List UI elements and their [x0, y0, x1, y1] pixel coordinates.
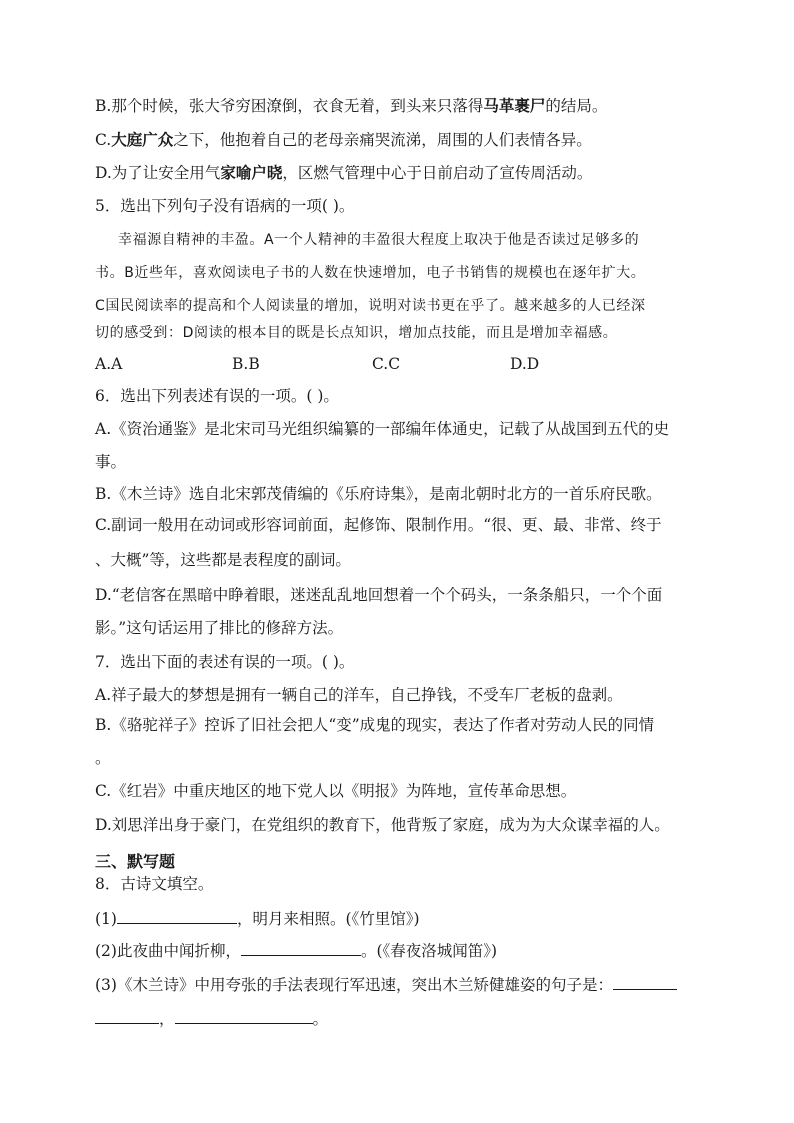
q6-option-c-cont: 、大概”等，这些都是表程度的副词。	[95, 551, 351, 569]
answer-blank[interactable]	[613, 974, 677, 990]
q5-option-c: C.C	[372, 355, 401, 373]
idiom-bold: 马革裹尸	[483, 96, 546, 115]
section-heading: 三、默写题	[95, 852, 176, 871]
q5-option-b: B.B	[232, 355, 260, 373]
q7-option-d: D.刘思洋出身于豪门，在党组织的教育下，他背叛了家庭，成为为大众谋幸福的人。	[95, 816, 670, 834]
q5-option-a: A.A	[95, 355, 123, 373]
q6-option-a-cont: 事。	[95, 453, 127, 471]
question-8: 8．古诗文填空。	[95, 875, 214, 893]
q4-option-c	[95, 130, 592, 150]
answer-blank[interactable]	[241, 940, 361, 956]
q8-item-2	[95, 940, 497, 961]
q7-option-b: B.《骆驼祥子》控诉了旧社会把人“变”成鬼的现实，表达了作者对劳动人民的同情	[95, 716, 655, 734]
q8-item-3-cont	[95, 1008, 328, 1029]
q4-option-d	[95, 163, 592, 183]
q5-option-d: D.D	[510, 355, 540, 373]
q8-item-1	[95, 908, 420, 929]
q6-option-a: A.《资治通鉴》是北宋司马光组织编纂的一部编年体通史，记载了从战国到五代的史	[95, 420, 670, 438]
idiom-bold: 家喻户晓	[220, 163, 283, 182]
item-text: 。(《春夜洛城闻笛》)	[360, 942, 498, 960]
option-text: ，区燃气管理中心于日前启动了宣传周活动。	[282, 164, 593, 182]
idiom-bold: 大庭广众	[111, 130, 174, 149]
q6-option-d-cont: 影。”这句话运用了排比的修辞方法。	[95, 619, 344, 637]
q7-option-a: A.祥子最大的梦想是拥有一辆自己的洋车，自己挣钱，不受车厂老板的盘剥。	[95, 686, 623, 704]
item-label: (1)	[95, 910, 117, 928]
option-text: B.那个时候，张大爷穷困潦倒，衣食无着，到头来只落得	[95, 97, 484, 115]
answer-blank[interactable]	[117, 908, 237, 924]
answer-blank[interactable]	[95, 1008, 159, 1024]
option-text: D.为了让安全用气	[95, 164, 221, 182]
q6-option-c: C.副词一般用在动词或形容词前面，起修饰、限制作用。“很、更、最、非常、终于	[95, 516, 662, 534]
question-7: 7．选出下面的表述有误的一项。( )。	[95, 653, 355, 671]
answer-blank[interactable]	[175, 1008, 313, 1024]
q5-passage-line: 书。B近些年，喜欢阅读电子书的人数在快速增加，电子书销售的规模也在逐年扩大。	[95, 265, 646, 281]
q6-option-b: B.《木兰诗》选自北宋郭茂倩编的《乐府诗集》，是南北朝时北方的一首乐府民歌。	[95, 485, 662, 503]
q5-passage-line: 切的感受到：D阅读的根本目的既是长点知识，增加点技能，而且是增加幸福感。	[95, 325, 618, 341]
item-text: (2)此夜曲中闻折柳，	[95, 942, 241, 960]
item-text: 。	[312, 1010, 329, 1028]
q6-option-d: D.“老信客在黑暗中睁着眼，迷迷乱乱地回想着一个个码头，一条条船只，一个个面	[95, 586, 663, 604]
item-text: ，	[159, 1010, 175, 1028]
option-text: 之下，他抱着自己的老母亲痛哭流涕，周围的人们表情各异。	[173, 131, 592, 149]
question-6: 6．选出下列表述有误的一项。( )。	[95, 387, 339, 405]
q5-passage-line: 幸福源自精神的丰盈。A一个人精神的丰盈很大程度上取决于他是否读过足够多的	[118, 232, 640, 248]
question-5: 5．选出下列句子没有语病的一项( )。	[95, 197, 355, 215]
q7-option-b-cont: 。	[95, 749, 111, 767]
q5-passage-line: C国民阅读率的提高和个人阅读量的增加，说明对读书更在乎了。越来越多的人已经深	[95, 298, 646, 314]
option-text: 的结局。	[545, 97, 608, 115]
q7-option-c: C.《红岩》中重庆地区的地下党人以《明报》为阵地，宣传革命思想。	[95, 782, 577, 800]
q8-item-3	[95, 974, 677, 995]
q4-option-b	[95, 96, 607, 116]
option-label: C.	[95, 131, 112, 149]
item-text: (3)《木兰诗》中用夸张的手法表现行军迅速，突出木兰矫健雄姿的句子是：	[95, 976, 613, 994]
item-text: ，明月来相照。(《竹里馆》)	[236, 910, 420, 928]
